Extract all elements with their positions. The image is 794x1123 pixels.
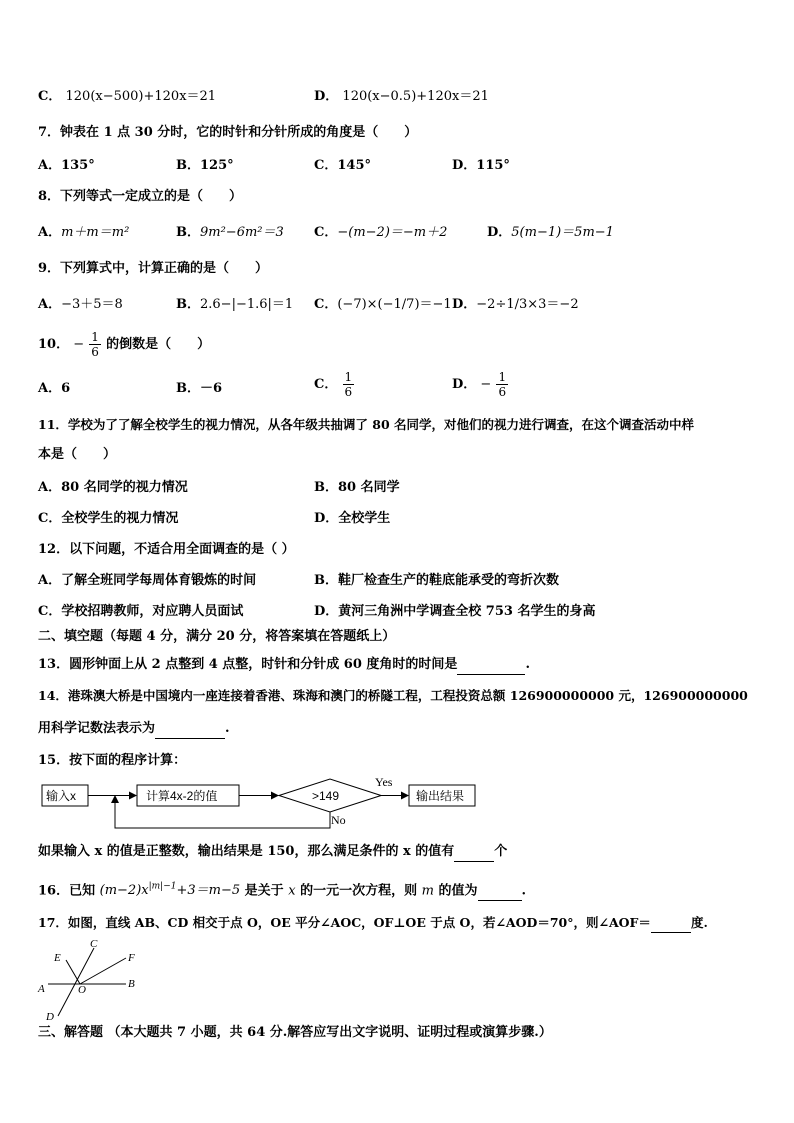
q9-stem: 9．下列算式中，计算正确的是（ ） — [38, 261, 269, 276]
label-f: F — [128, 952, 135, 964]
q7-option-b: B．125° — [176, 158, 234, 173]
q10-option-d-fraction: $\frac{1}{6}$ — [498, 370, 507, 399]
q9-option-b: B．2.6−|−1.6|＝1 — [176, 297, 294, 312]
q6-option-c-math: 120(x−500)+120x＝21 — [65, 89, 217, 104]
section-3-heading: 三、解答题 （本大题共 7 小题，共 64 分.解答应写出文字说明、证明过程或演算步骤.） — [38, 1025, 552, 1040]
q14-answer-blank — [155, 720, 225, 739]
q11-option-d: D．全校学生 — [314, 511, 391, 526]
q15-flowchart — [38, 776, 488, 834]
q10-option-c-fraction: $\frac{1}{6}$ — [344, 370, 353, 399]
q6-option-d-math: 120(x−0.5)+120x＝21 — [342, 89, 489, 104]
q10-option-a: A．6 — [38, 381, 71, 396]
q10-option-d: D． − $\frac{1}{6}$ — [452, 370, 507, 399]
q9-option-c: C．(−7)×(−1/7)＝−1 — [314, 297, 452, 312]
q17-geometry-figure — [36, 936, 146, 1024]
q7-option-d: D．115° — [452, 158, 510, 173]
line-cd — [58, 948, 94, 1016]
q8-option-a: A．m＋m＝m² — [38, 225, 130, 240]
q14-stem-line1: 14．港珠澳大桥是中国境内一座连接着香港、珠海和澳门的桥隧工程，工程投资总额 126900000000 元，126900000000 — [38, 688, 748, 703]
q11-stem-line1: 11．学校为了了解全校学生的视力情况，从各年级共抽调了 80 名同学，对他们的视力进行调查，在这个调查活动中样 — [38, 417, 694, 432]
ray-oe — [66, 960, 80, 984]
q12-option-b: B．鞋厂检查生产的鞋底能承受的弯折次数 — [314, 573, 559, 588]
q10-stem: 10． − $\frac{1}{6}$ 的倒数是（ ） — [38, 330, 211, 359]
q16-stem: 16．已知 $(m-2)x^{|m|-1}+3=m-5$ 是关于 x 的一元一次方程，则 m 的值为 . — [38, 878, 526, 901]
q12-option-a: A．了解全班同学每周体育锻炼的时间 — [38, 573, 257, 588]
label-o: O — [78, 984, 86, 996]
flow-compute-label: 计算4x-2的值 — [146, 789, 218, 803]
q8-option-b: B．9m²−6m²＝3 — [176, 225, 284, 240]
flow-condition-label: >149 — [312, 789, 340, 803]
q14-stem-line2: 用科学记数法表示为 . — [38, 720, 230, 739]
q15-answer-blank — [454, 843, 494, 862]
q11-option-c: C．全校学生的视力情况 — [38, 511, 179, 526]
q16-equation: $(m-2)x^{|m|-1}+3=m-5$ — [99, 882, 241, 899]
q10-fraction: $\frac{1}{6}$ — [91, 330, 99, 359]
q10-option-c: C． $\frac{1}{6}$ — [314, 370, 353, 399]
q7-option-c: C．145° — [314, 158, 371, 173]
q10-option-b: B．－6 — [176, 381, 223, 396]
q13-answer-blank — [457, 656, 525, 675]
q7-stem: 7．钟表在 1 点 30 分时，它的时针和分针所成的角度是（ ） — [38, 125, 418, 140]
q12-option-c: C．学校招聘教师，对应聘人员面试 — [38, 604, 244, 619]
q9-option-d: D．−2÷1/3×3＝−2 — [452, 297, 579, 312]
q8-stem: 8．下列等式一定成立的是（ ） — [38, 189, 243, 204]
q11-option-b: B．80 名同学 — [314, 480, 400, 495]
q17-answer-blank — [651, 914, 691, 933]
flow-no-label: No — [331, 813, 346, 827]
q6-option-d: D． 120(x−0.5)+120x＝21 — [314, 89, 489, 104]
minus-sign: − — [73, 337, 85, 352]
flow-yes-label: Yes — [375, 776, 393, 789]
q15-text: 如果输入 x 的值是正整数，输出结果是 150，那么满足条件的 x 的值有 个 — [38, 843, 507, 862]
q9-option-a: A．−3＋5＝8 — [38, 297, 123, 312]
section-2-heading: 二、填空题（每题 4 分，满分 20 分，将答案填在答题纸上） — [38, 629, 396, 644]
q8-option-c: C．−(m−2)＝−m＋2 — [314, 225, 448, 240]
flow-input-label: 输入x — [46, 789, 77, 803]
q7-option-a: A．135° — [38, 158, 95, 173]
q16-answer-blank — [478, 882, 522, 901]
label-b: B — [128, 978, 135, 990]
q11-stem-line2: 本是（ ） — [38, 447, 117, 462]
q11-option-a: A．80 名同学的视力情况 — [38, 480, 188, 495]
q8-option-d: D．5(m−1)＝5m−1 — [487, 225, 614, 240]
label-d: D — [46, 1011, 54, 1023]
label-c: C — [90, 938, 98, 950]
label-a: A — [38, 983, 45, 995]
q15-stem: 15．按下面的程序计算： — [38, 753, 187, 768]
q17-stem: 17．如图，直线 AB、CD 相交于点 O，OE 平分∠AOC，OF⊥OE 于点 O，若∠AOD＝70°，则∠AOF＝ 度. — [38, 914, 708, 933]
q13-stem: 13．圆形钟面上从 2 点整到 4 点整，时针和分针成 60 度角时的时间是 . — [38, 656, 530, 675]
flow-output-label: 输出结果 — [416, 789, 465, 803]
q12-option-d: D．黄河三角洲中学调查全校 753 名学生的身高 — [314, 604, 596, 619]
label-e: E — [54, 952, 61, 964]
q6-option-c: C． 120(x−500)+120x＝21 — [38, 89, 217, 104]
q12-stem: 12．以下问题，不适合用全面调查的是（ ） — [38, 542, 295, 557]
